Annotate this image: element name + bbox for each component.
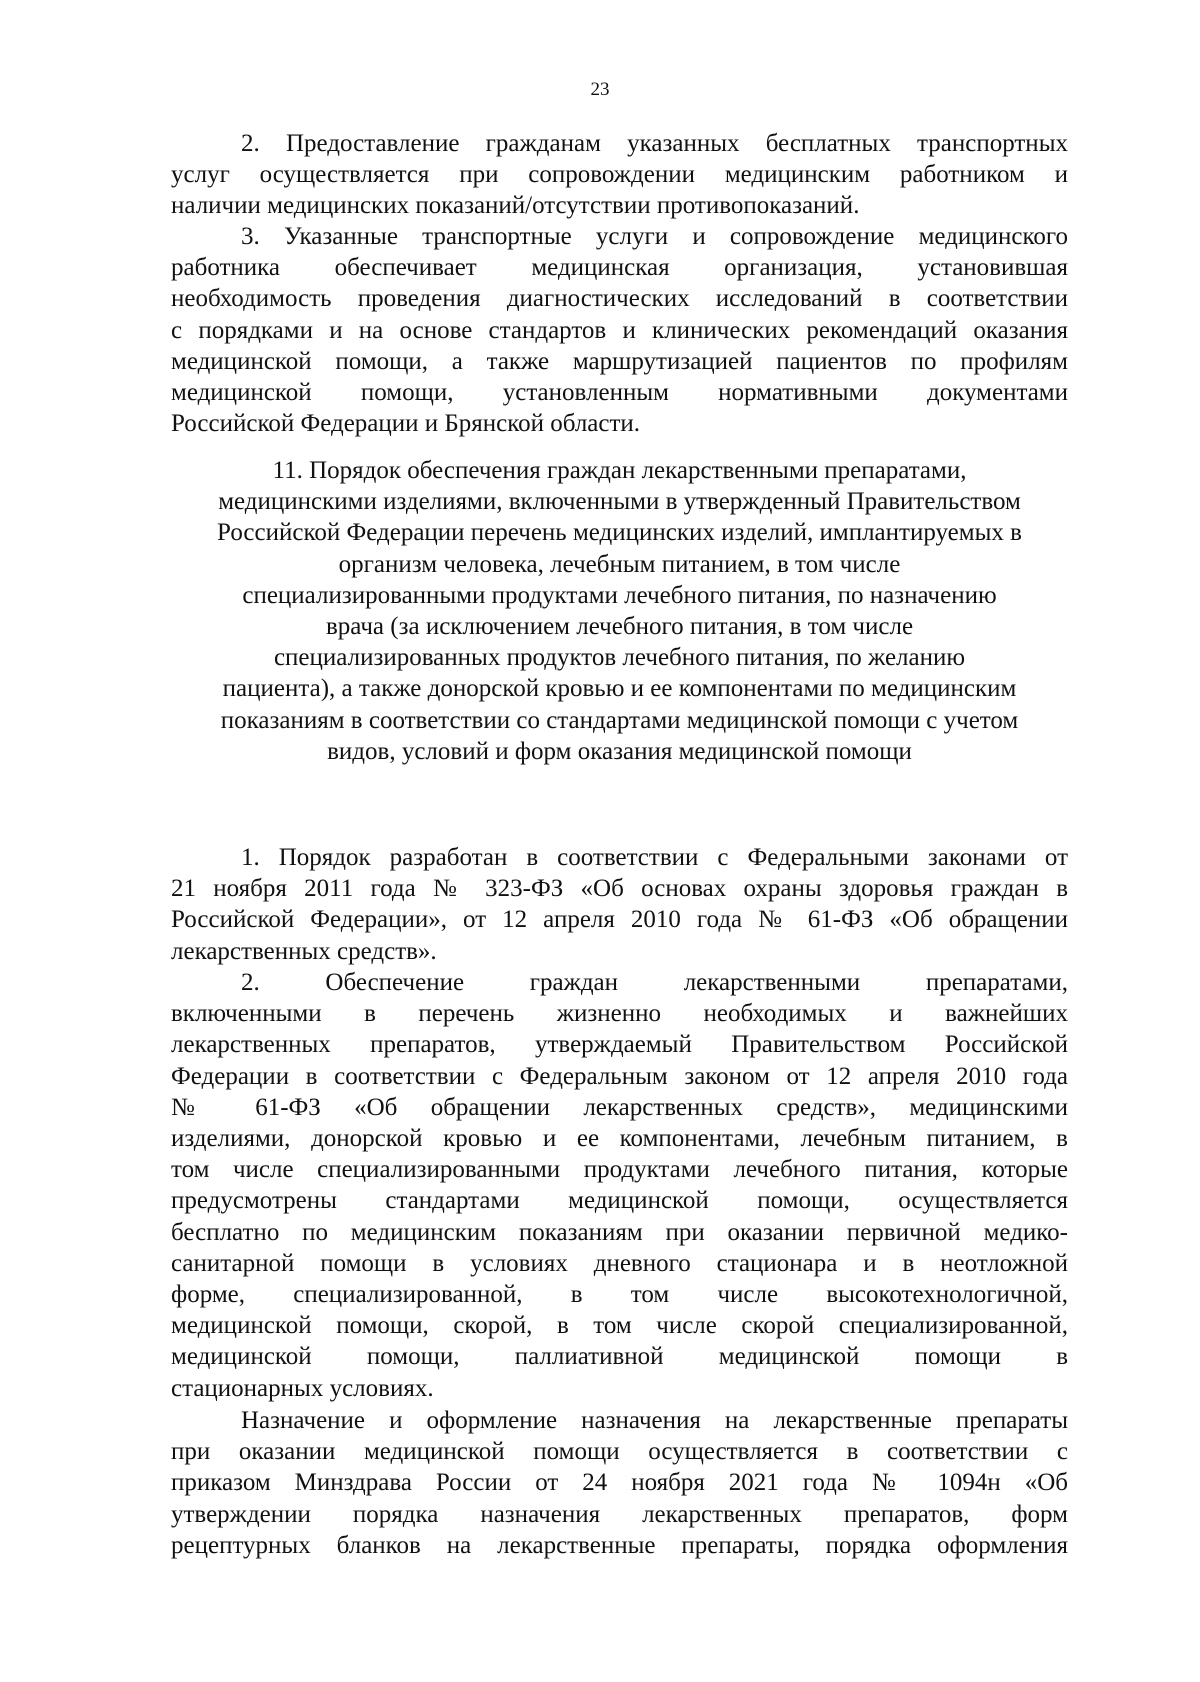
text-line: приказом Минздрава России от 24 ноября 2021 года № 1094н «Об [171,1469,1068,1497]
paragraph-medicine-provision [171,967,1068,1404]
text-line: услуг осуществляется при сопровождении медицинским работником и [171,161,1068,189]
text-line: медицинской помощи, паллиативной медицинской помощи в [171,1343,1068,1371]
text-line: 21 ноября 2011 года № 323-ФЗ «Об основах охраны здоровья граждан в [171,875,1068,903]
heading-line: организм человека, лечебным питанием, в том числе [338,550,901,578]
paragraph-prescription-order [171,1405,1068,1561]
heading-line: 11. Порядок обеспечения граждан лекарственными препаратами, [272,457,967,484]
text-line: работника обеспечивает медицинская организация, установившая [171,254,1068,282]
text-line: при оказании медицинской помощи осуществляется в соответствии с [171,1438,1068,1466]
paragraph-transport-provider [171,221,1068,439]
text-line: форме, специализированной, в том числе высокотехнологичной, [171,1281,1068,1309]
text-line: Назначение и оформление назначения на лекарственные препараты [241,1407,1068,1434]
section-heading [171,455,1068,767]
heading-line: медицинскими изделиями, включенными в утвержденный Правительством [218,488,1021,516]
heading-line: специализированных продуктов лечебного питания, по желанию [273,644,966,672]
text-line: наличии медицинских показаний/отсутствии противопоказаний. [171,192,860,220]
heading-line: пациента), а также донорской кровью и ее компонентами по медицинским [222,675,1017,703]
text-line: 3. Указанные транспортные услуги и сопровождение медицинского [241,223,1068,250]
text-line: 1. Порядок разработан в соответствии с Федеральными законами от [241,844,1068,871]
text-line: утверждении порядка назначения лекарственных препаратов, форм [171,1500,1068,1528]
text-line: № 61-ФЗ «Об обращении лекарственных средств», медицинскими [171,1093,1068,1121]
text-line: включенными в перечень жизненно необходимых и важнейших [171,1000,1068,1028]
text-line: том числе специализированными продуктами лечебного питания, которые [171,1156,1068,1184]
page-number: 23 [590,79,610,100]
heading-line: специализированными продуктами лечебного питания, по назначению [242,581,997,609]
text-line: медицинской помощи, скорой, в том числе скорой специализированной, [171,1312,1068,1340]
heading-line: видов, условий и форм оказания медицинской помощи [327,737,912,765]
text-line: Российской Федерации», от 12 апреля 2010 года № 61-ФЗ «Об обращении [171,906,1068,934]
heading-line: показаниям в соответствии со стандартами медицинской помощи с учетом [220,706,1019,734]
text-line: необходимость проведения диагностических исследований в соответствии [171,285,1068,313]
text-line: рецептурных бланков на лекарственные препараты, порядка оформления [171,1531,1068,1559]
text-line: лекарственных препаратов, утверждаемый Правительством Российской [171,1031,1068,1059]
text-line: Российской Федерации и Брянской области. [171,410,641,438]
text-line: 2. Предоставление гражданам указанных бесплатных транспортных [241,130,1068,157]
text-line: изделиями, донорской кровью и ее компонентами, лечебным питанием, в [171,1125,1068,1153]
paragraph-transport-services [171,128,1068,222]
text-line: Федерации в соответствии с Федеральным законом от 12 апреля 2010 года [171,1062,1068,1090]
text-line: предусмотрены стандартами медицинской помощи, осуществляется [171,1187,1068,1215]
text-line: бесплатно по медицинским показаниям при оказании первичной медико- [171,1218,1068,1246]
paragraph-legal-basis [171,842,1068,967]
text-line: 2. Обеспечение граждан лекарственными препаратами, [241,969,1068,996]
heading-line: Российской Федерации перечень медицинских изделий, имплантируемых в [217,519,1022,547]
text-line: санитарной помощи в условиях дневного стационара и в неотложной [171,1249,1068,1277]
text-line: медицинской помощи, установленным нормативными документами [171,379,1068,407]
text-line: лекарственных средств». [171,937,437,965]
heading-line: врача (за исключением лечебного питания, в том числе [325,613,914,641]
text-line: с порядками и на основе стандартов и клинических рекомендаций оказания [171,316,1068,344]
text-line: стационарных условиях. [171,1374,434,1402]
text-line: медицинской помощи, а также маршрутизацией пациентов по профилям [171,347,1068,375]
